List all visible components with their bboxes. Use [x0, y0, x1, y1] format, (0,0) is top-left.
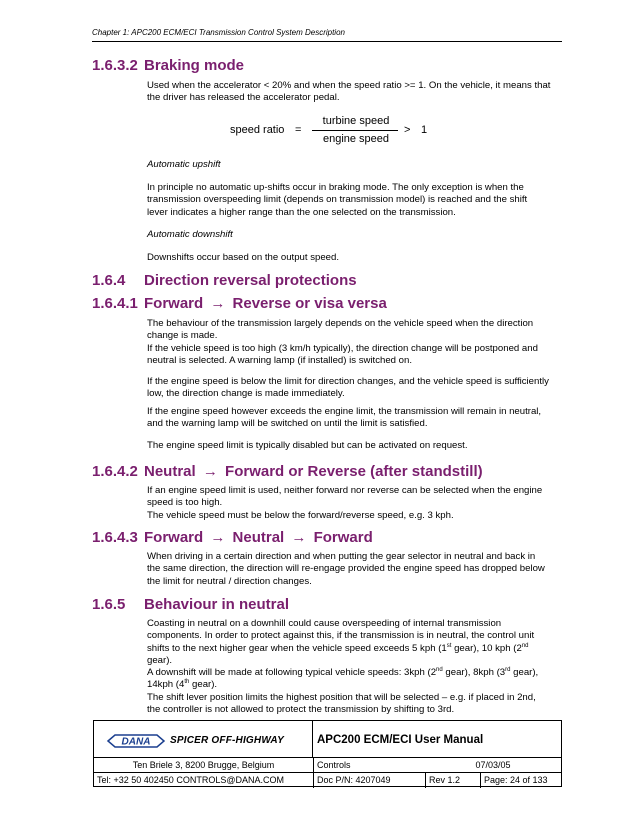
- footer-date: 07/03/05: [475, 760, 511, 770]
- formula-equals: =: [295, 124, 302, 136]
- direction-reversal-text-2: [147, 376, 562, 401]
- logo-tagline: SPICER OFF-HIGHWAY: [170, 735, 284, 746]
- footer-rev: Rev 1.2: [425, 773, 480, 788]
- section-number: 1.6.4.1: [92, 295, 138, 312]
- text-line: the same direction, the direction will re-engage provided the engine speed has dropped below: [147, 563, 545, 575]
- arrow-right-icon: →: [202, 463, 218, 480]
- heading-1-6-4: [92, 272, 357, 289]
- footer-logo-cell: [94, 721, 313, 758]
- footer-contact: Tel: +32 50 402450 CONTROLS@DANA.COM: [97, 775, 284, 785]
- fraction-bar: [312, 130, 398, 131]
- section-title-part: Reverse or visa versa: [232, 295, 387, 312]
- text-line: When driving in a certain direction and when putting the gear selector in neutral and back in: [147, 551, 536, 562]
- manual-title: APC200 ECM/ECI User Manual: [313, 721, 561, 758]
- neutral-to-direction-text: [147, 485, 562, 522]
- section-title-part: Forward or Reverse (after standstill): [225, 463, 483, 480]
- section-number: 1.6.4.3: [92, 529, 138, 546]
- formula-lhs: speed ratio: [230, 124, 285, 136]
- formula-rhs: 1: [421, 124, 428, 136]
- text-run: gear), 10 kph (2: [451, 642, 522, 654]
- text-run: gear).: [189, 679, 218, 691]
- neutral-behaviour-text: [147, 618, 562, 716]
- header-rule: [92, 41, 562, 42]
- text-line: The shift lever position limits the highest position that will be selected – e.g. if placed in 2nd,: [147, 691, 536, 703]
- downshift-heading: Automatic downshift: [147, 229, 233, 240]
- section-title: Direction reversal protections: [144, 272, 357, 289]
- logo-word: DANA: [121, 736, 151, 748]
- formula-denominator: engine speed: [322, 133, 390, 145]
- footer-row: [94, 773, 561, 788]
- section-title-part: Neutral: [144, 463, 196, 480]
- footer-row: [94, 758, 561, 773]
- text-run: gear), 8kph (3: [442, 667, 506, 679]
- text-line: Used when the accelerator < 20% and when the speed ratio >= 1. On the vehicle, it means that: [147, 80, 551, 91]
- text-run: shifts to the next higher gear when the vehicle speed exceeds 5 kph (1: [147, 642, 447, 654]
- heading-1-6-4-2: [92, 463, 483, 480]
- running-header: Chapter 1: APC200 ECM/ECI Transmission Control System Description: [92, 28, 345, 37]
- ordinal-suffix: th: [184, 679, 190, 686]
- footer-doc-pn: Doc P/N: 4207049: [313, 773, 425, 788]
- footer-address: Ten Briele 3, 8200 Brugge, Belgium: [132, 760, 275, 770]
- text-run: 14kph (4: [147, 679, 185, 691]
- text-line: If the vehicle speed is too high (3 km/h typically), the direction change will be postponed and: [147, 342, 538, 354]
- section-title-part: Forward: [313, 529, 373, 546]
- forward-neutral-forward-text: [147, 551, 562, 588]
- text-line: the controller is not allowed to protect the transmission by shifting to 3rd.: [147, 704, 455, 716]
- section-number: 1.6.4.2: [92, 463, 138, 480]
- text-line: lever indicates a higher range than the one selected on the transmission.: [147, 206, 456, 218]
- text-line: neutral is selected. A warning lamp (if installed) is switched on.: [147, 354, 413, 366]
- text-line: If the engine speed however exceeds the engine limit, the transmission will remain in neutral,: [147, 406, 542, 417]
- text-line: In principle no automatic up-shifts occur in braking mode. The only exception is when the: [147, 182, 524, 193]
- text-run: gear),: [510, 667, 539, 679]
- footer-page-number: Page: 24 of 133: [480, 773, 561, 788]
- ordinal-suffix: st: [446, 642, 452, 649]
- text-line: [147, 679, 562, 691]
- heading-1-6-4-3: [92, 529, 373, 546]
- dana-logo-icon: [106, 732, 166, 750]
- section-title: Braking mode: [144, 57, 245, 74]
- upshift-text: [147, 182, 562, 219]
- arrow-right-icon: →: [291, 529, 307, 546]
- text-line: If the engine speed is below the limit for direction changes, and the vehicle speed is sufficiently: [147, 376, 549, 387]
- heading-1-6-3-2: [92, 57, 244, 74]
- direction-reversal-text-3: [147, 406, 562, 431]
- downshift-text: Downshifts occur based on the output speed.: [147, 252, 339, 263]
- section-title-part: Forward: [144, 529, 204, 546]
- section-number: 1.6.3.2: [92, 57, 138, 74]
- formula-operator: >: [404, 124, 411, 136]
- heading-1-6-5: [92, 596, 289, 613]
- text-line: transmission overspeeding limit (depends on transmission model) is reached and the shift: [147, 194, 528, 206]
- text-line: The behaviour of the transmission largely depends on the vehicle speed when the direction: [147, 318, 534, 329]
- upshift-heading: Automatic upshift: [147, 159, 221, 170]
- section-title-part: Neutral: [232, 529, 285, 546]
- formula-numerator: turbine speed: [322, 115, 390, 127]
- text-line: components. In order to protect against this, if the transmission is in neutral, the control unit: [147, 630, 535, 642]
- text-line: change is made.: [147, 330, 218, 342]
- ordinal-suffix: nd: [521, 642, 529, 649]
- arrow-right-icon: →: [210, 295, 226, 312]
- text-line: Coasting in neutral on a downhill could cause overspeeding of internal transmission: [147, 618, 502, 629]
- speed-ratio-formula: [230, 113, 460, 153]
- heading-1-6-4-1: [92, 295, 387, 312]
- text-run: A downshift will be made at following typical vehicle speeds: 3kph (2: [147, 667, 437, 679]
- section-title-part: Forward: [144, 295, 204, 312]
- text-line: and the warning lamp will be switched on until the limit is satisfied.: [147, 418, 428, 430]
- section-number: 1.6.4: [92, 272, 126, 289]
- arrow-right-icon: →: [210, 529, 226, 546]
- text-line: the limit for neutral / direction changes.: [147, 575, 312, 587]
- section-title: Behaviour in neutral: [144, 596, 290, 613]
- direction-reversal-text-4: The engine speed limit is typically disabled but can be activated on request.: [147, 440, 468, 451]
- text-line: speed is too high.: [147, 497, 223, 509]
- text-line: [147, 667, 562, 679]
- text-line: gear).: [147, 654, 173, 666]
- ordinal-suffix: nd: [436, 667, 443, 673]
- text-line: [147, 643, 562, 655]
- ordinal-suffix: rd: [505, 667, 511, 673]
- text-line: the driver has released the accelerator pedal.: [147, 92, 340, 104]
- text-line: If an engine speed limit is used, neither forward nor reverse can be selected when the engine: [147, 485, 543, 496]
- braking-intro: [147, 80, 562, 105]
- direction-reversal-text: [147, 318, 562, 367]
- text-line: low, the direction change is made immediately.: [147, 388, 345, 400]
- section-number: 1.6.5: [92, 596, 126, 613]
- footer-table: [93, 720, 562, 787]
- footer-department: Controls: [313, 758, 425, 773]
- text-line: The vehicle speed must be below the forward/reverse speed, e.g. 3 kph.: [147, 509, 454, 521]
